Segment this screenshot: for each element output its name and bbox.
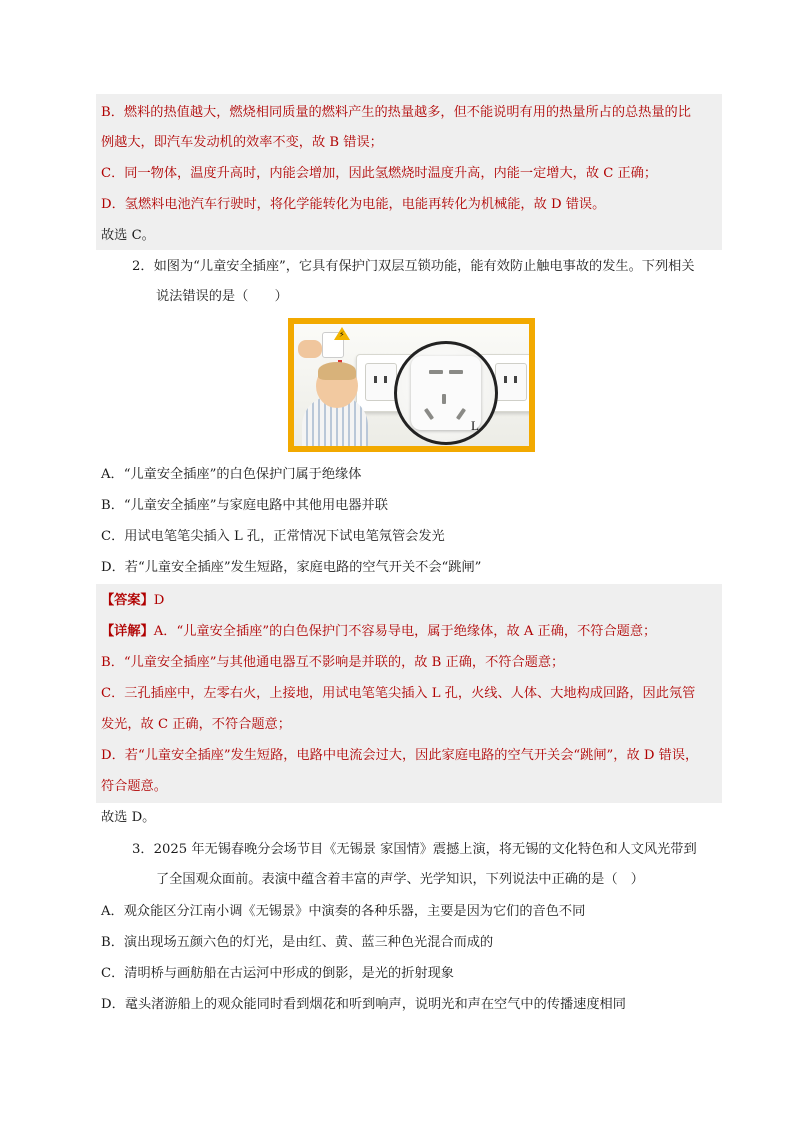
q3-option-c: C．清明桥与画舫船在古运河中形成的倒影，是光的折射现象 [101, 966, 454, 981]
q1-analysis-b-line2: 例越大，即汽车发动机的效率不变，故 B 错误； [101, 135, 383, 150]
q2-stem-line2: 说法错误的是（ ） [156, 289, 288, 304]
q2-option-a: A．“儿童安全插座”的白色保护门属于绝缘体 [101, 467, 362, 482]
q2-detail-b: B．“儿童安全插座”与其他通电器互不影响是并联的，故 B 正确，不符合题意； [101, 655, 565, 670]
q1-analysis-c: C．同一物体，温度升高时，内能会增加，因此氢燃烧时温度升高，内能一定增大，故 C 正确； [101, 166, 658, 181]
strip-socket-icon [495, 363, 527, 401]
figure-l-label: L [471, 418, 479, 433]
answer-tag: 【答案】 [101, 593, 154, 608]
q1-analysis-b-line1: B．燃料的热值越大，燃烧相同质量的燃料产生的热量越多，但不能说明有用的热量所占的总热量的比 [101, 105, 691, 120]
q2-detail-c-line2: 发光，故 C 正确，不符合题意； [101, 717, 291, 732]
q2-detail-c-line1: C．三孔插座中，左零右火，上接地，用试电笔笔尖插入 L 孔，火线、人体、大地构成回路，因此氖管 [101, 686, 696, 701]
q2-detail-a [101, 623, 656, 641]
q3-stem-line1: 3．2025 年无锡春晚分会场节目《无锡景 家国情》震撼上演，将无锡的文化特色和人文风光带到 [132, 842, 697, 857]
socket-magnifier [394, 341, 498, 445]
lightning-icon: ⚡ [339, 330, 345, 339]
socket-slot [449, 370, 463, 374]
figure-photo [294, 324, 529, 446]
baby-hair [318, 362, 356, 380]
detail-a-text: A．“儿童安全插座”的白色保护门不容易导电，属于绝缘体，故 A 正确，不符合题意； [153, 624, 657, 639]
q3-option-d: D．鼋头渚游船上的观众能同时看到烟花和听到响声，说明光和声在空气中的传播速度相同 [101, 997, 626, 1012]
q2-option-c: C．用试电笔笔尖插入 L 孔，正常情况下试电笔氖管会发光 [101, 529, 445, 544]
q2-detail-d-line2: 符合题意。 [101, 779, 167, 794]
socket-slot [456, 408, 466, 420]
child-safety-socket-figure [288, 318, 535, 452]
q2-answer [101, 592, 164, 610]
q3-option-b: B．演出现场五颜六色的灯光，是由红、黄、蓝三种色光混合而成的 [101, 935, 494, 950]
q2-option-d: D．若“儿童安全插座”发生短路，家庭电路的空气开关不会“跳闸” [101, 560, 482, 575]
socket-slot [442, 394, 446, 404]
q2-conclusion: 故选 D。 [101, 810, 156, 825]
q2-stem-line1: 2．如图为“儿童安全插座”，它具有保护门双层互锁功能，能有效防止触电事故的发生。下列相关 [132, 259, 695, 274]
adult-hand [298, 340, 322, 358]
answer-value: D [153, 593, 165, 608]
detail-tag: 【详解】 [101, 624, 154, 639]
strip-socket-icon [365, 363, 397, 401]
q1-analysis-d: D．氢燃料电池汽车行驶时，将化学能转化为电能，电能再转化为机械能，故 D 错误。 [101, 197, 606, 212]
socket-slot [429, 370, 443, 374]
q3-option-a: A．观众能区分江南小调《无锡景》中演奏的各种乐器，主要是因为它们的音色不同 [101, 904, 586, 919]
q1-conclusion: 故选 C。 [101, 228, 155, 243]
q3-stem-line2: 了全国观众面前。表演中蕴含着丰富的声学、光学知识，下列说法中正确的是（ ） [156, 872, 644, 887]
q2-option-b: B．“儿童安全插座”与家庭电路中其他用电器并联 [101, 498, 388, 513]
q2-detail-d-line1: D．若“儿童安全插座”发生短路，电路中电流会过大，因此家庭电路的空气开关会“跳闸”，故 D 错误， [101, 748, 699, 763]
socket-slot [424, 408, 434, 420]
